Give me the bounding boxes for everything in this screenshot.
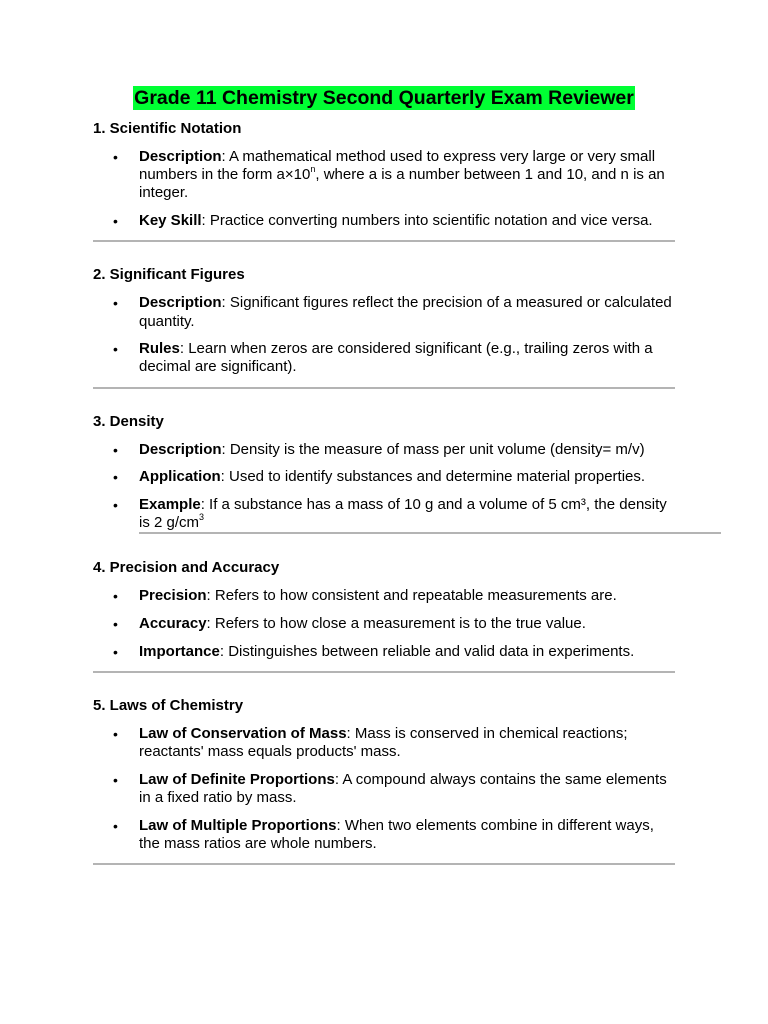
bullet-icon: • (113, 497, 118, 514)
bullet-icon: • (113, 817, 118, 834)
list-item (93, 615, 675, 633)
list-item (93, 212, 675, 230)
document-page (93, 86, 675, 889)
horizontal-divider (93, 671, 675, 673)
item-text: : A mathematical method used to express very large or very small numbers in the form a×10 (139, 148, 656, 184)
item-term: Precision (139, 587, 207, 605)
list-item (93, 771, 675, 807)
item-term: Key Skill (139, 212, 202, 230)
item-text: : Density is the measure of mass per unit volume (density= m/v) (221, 440, 645, 458)
horizontal-divider (93, 240, 675, 242)
section-significant-figures (93, 266, 675, 388)
list-item (93, 496, 675, 532)
item-text: : Distinguishes between reliable and valid data in experiments. (219, 642, 635, 660)
list-item (93, 441, 675, 459)
item-term: Application (139, 468, 221, 486)
list-item (93, 725, 675, 761)
list-item (93, 294, 675, 330)
item-text: : Refers to how close a measurement is to the true value. (206, 615, 586, 633)
section-heading: 4. Precision and Accuracy (93, 559, 280, 577)
bullet-icon: • (113, 726, 118, 743)
item-term: Accuracy (139, 615, 207, 633)
item-term: Rules (139, 340, 180, 358)
superscript: 3 (199, 512, 205, 523)
bullet-icon: • (113, 149, 118, 165)
document-title: Grade 11 Chemistry Second Quarterly Exam Reviewer (134, 87, 634, 109)
item-term: Example (139, 496, 201, 514)
item-text: : Practice converting numbers into scientific notation and vice versa. (201, 212, 653, 230)
list-item (93, 817, 675, 853)
section-heading: 2. Significant Figures (93, 266, 245, 284)
bullet-icon: • (113, 616, 118, 633)
item-term: Law of Conservation of Mass (139, 725, 347, 743)
horizontal-divider (93, 387, 675, 389)
horizontal-divider (93, 863, 675, 865)
title-wrap (93, 86, 675, 110)
list-item (93, 587, 675, 605)
bullet-icon: • (113, 341, 118, 358)
list-item (93, 340, 675, 376)
list-item (93, 643, 675, 661)
item-text: : Refers to how consistent and repeatable measurements are. (206, 587, 617, 605)
list-item (93, 468, 675, 486)
bullet-list (93, 441, 675, 533)
bullet-list (93, 148, 675, 230)
bullet-icon: • (113, 441, 118, 458)
item-term: Importance (139, 642, 220, 660)
item-text: : Used to identify substances and determine material properties. (220, 468, 646, 486)
item-term: Law of Multiple Proportions (139, 816, 337, 834)
section-scientific-notation (93, 120, 675, 242)
horizontal-divider (139, 532, 721, 534)
bullet-list (93, 725, 675, 853)
item-term: Description (139, 294, 222, 312)
bullet-icon: • (113, 643, 118, 660)
item-term: Law of Definite Proportions (139, 770, 335, 788)
superscript: n (310, 164, 316, 175)
section-laws-of-chemistry (93, 697, 675, 865)
section-heading: 3. Density (93, 412, 164, 430)
bullet-icon: • (113, 295, 118, 312)
section-heading: 1. Scientific Notation (93, 120, 242, 137)
item-text: : Mass is conserved in chemical reactions; reactants' mass equals products' mass. (139, 725, 628, 761)
item-text: : Significant figures reflect the precision of a measured or calculated quantity. (139, 294, 672, 330)
section-precision-accuracy (93, 559, 675, 673)
item-term: Description (139, 148, 222, 165)
bullet-list (93, 294, 675, 376)
bullet-icon: • (113, 469, 118, 486)
bullet-list (93, 587, 675, 661)
item-text: : When two elements combine in different ways, the mass ratios are whole numbers. (139, 816, 654, 853)
section-heading: 5. Laws of Chemistry (93, 697, 244, 715)
item-term: Description (139, 440, 222, 458)
item-text: : Learn when zeros are considered significant (e.g., trailing zeros with a decimal are significant). (139, 340, 653, 376)
section-density (93, 413, 675, 535)
bullet-icon: • (113, 213, 118, 230)
item-text: : If a substance has a mass of 10 g and a volume of 5 cm³, the density is 2 g/cm (139, 496, 667, 532)
item-text-continued: , where a is a number between 1 and 10, and n is an integer. (139, 166, 665, 202)
bullet-icon: • (113, 771, 118, 788)
list-item (93, 148, 675, 203)
item-text: : A compound always contains the same elements in a fixed ratio by mass. (139, 770, 667, 807)
bullet-icon: • (113, 588, 118, 605)
